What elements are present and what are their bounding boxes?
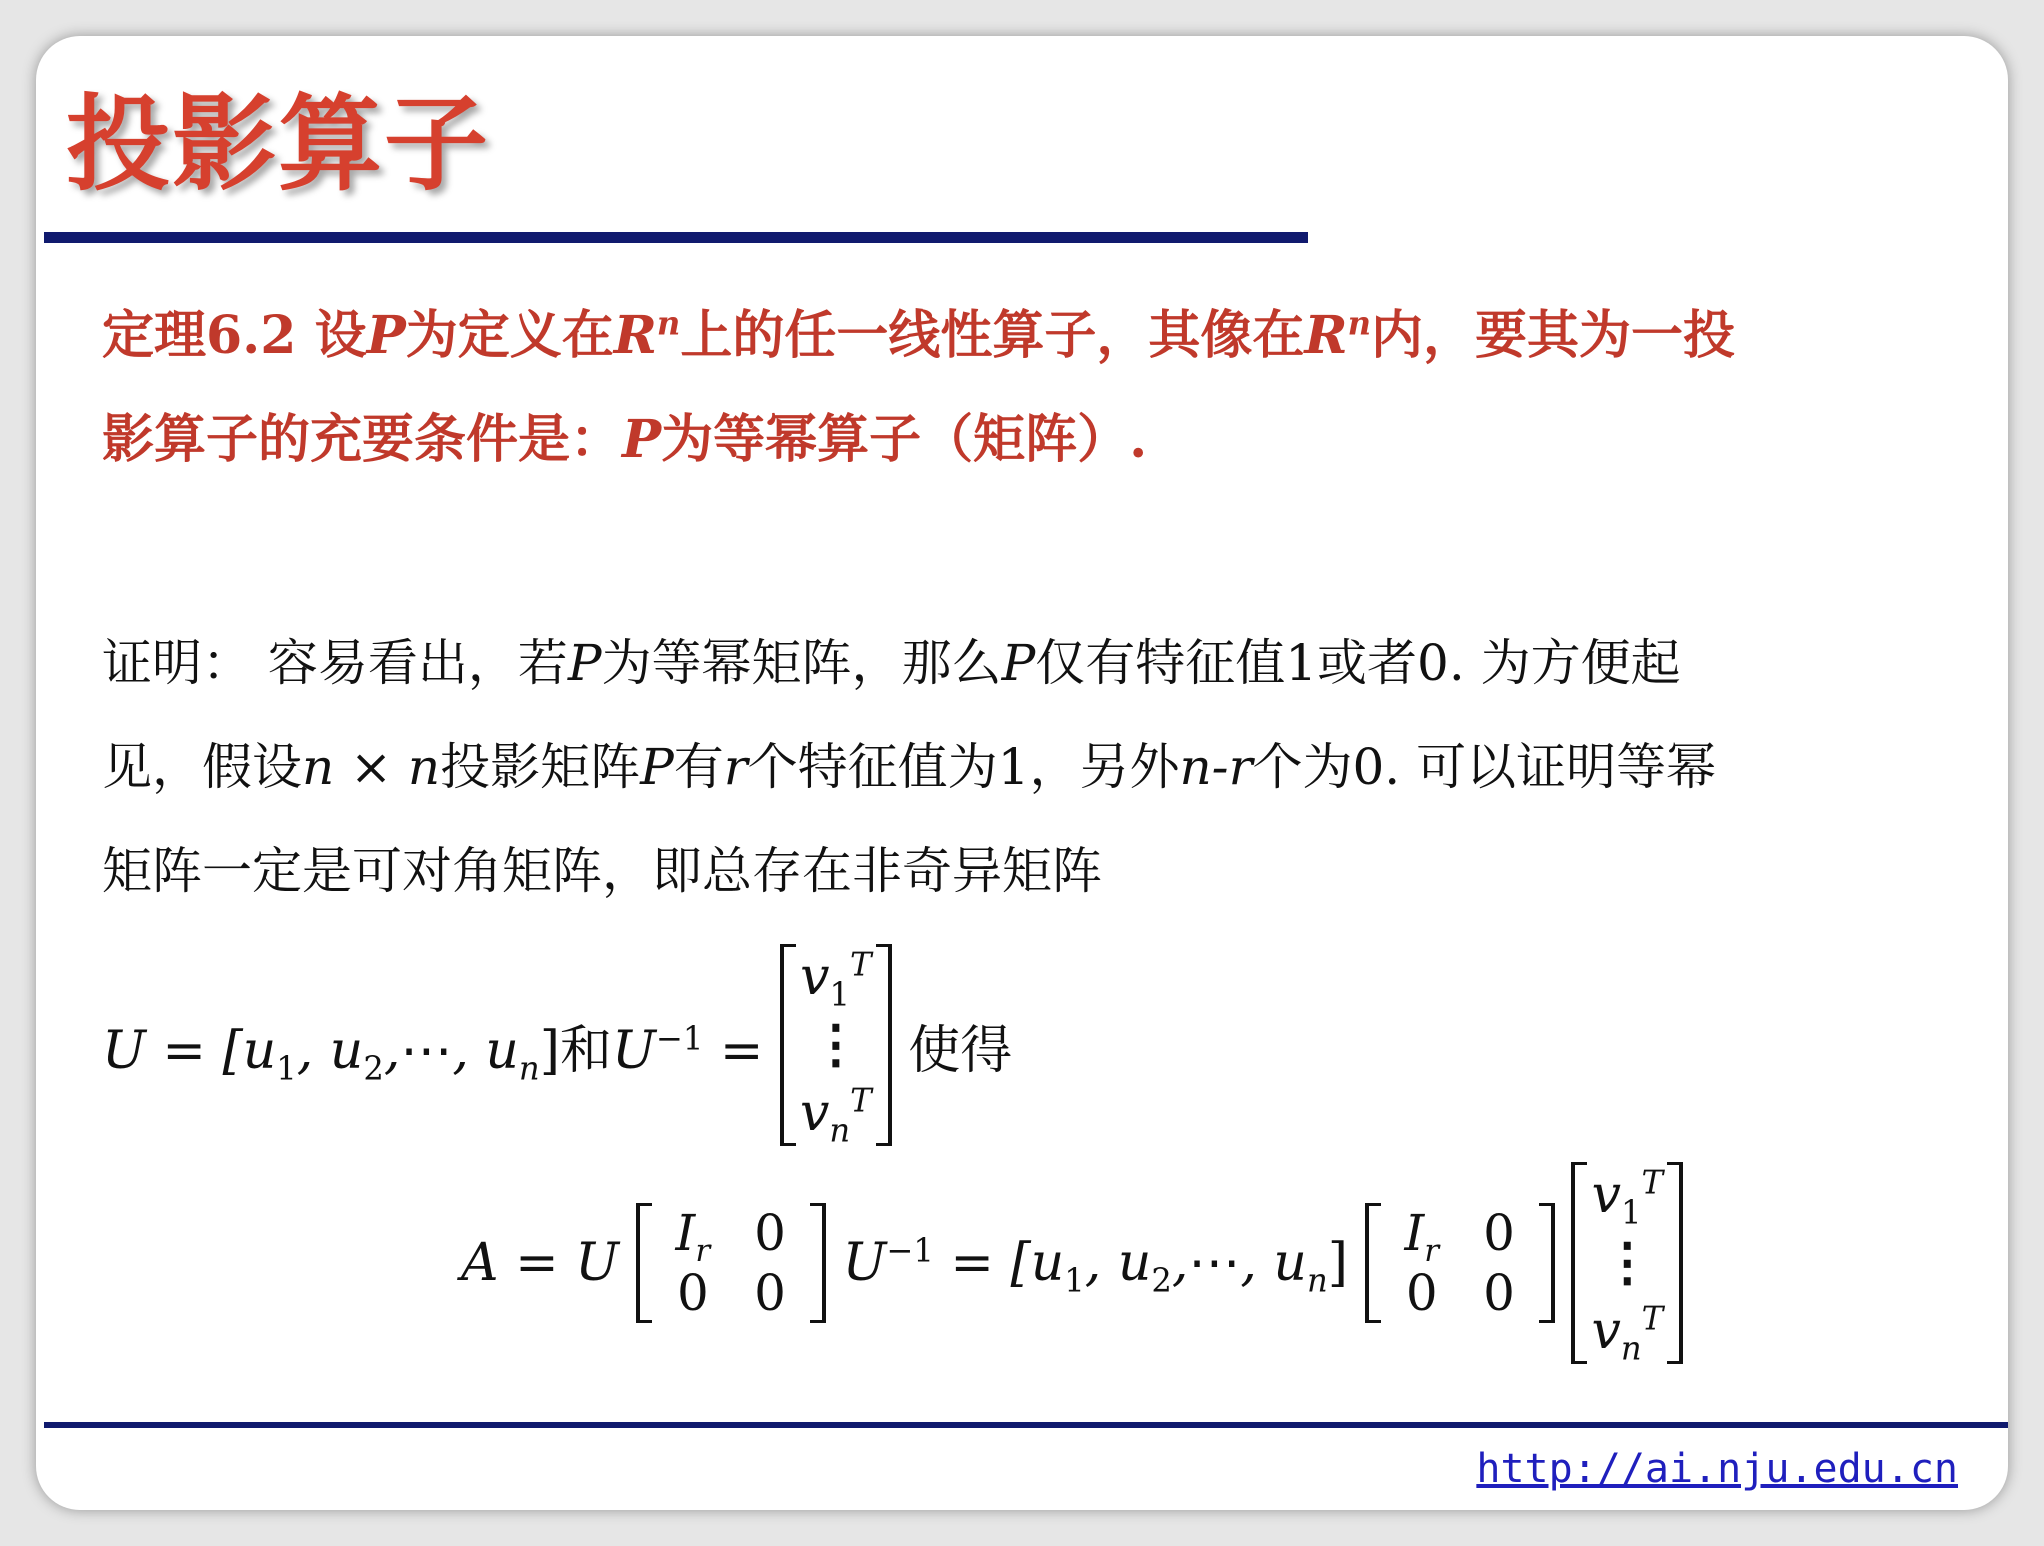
subscript: n (518, 1048, 540, 1087)
theorem-text: 为定义在 (405, 305, 614, 366)
symbol-p: P (567, 634, 602, 692)
matrix-cell: 0 (754, 1264, 786, 1322)
subscript: n (829, 1111, 851, 1150)
eq2-lhs: A = U (461, 1233, 620, 1293)
theorem-text: 上的任一线性算子，其像在 (680, 305, 1305, 366)
proof-text: 证明： 容易看出，若 (102, 634, 568, 692)
vector-cell: $v_1^T$ (800, 945, 872, 1014)
equals: = (703, 1020, 764, 1081)
eq1-suffix: 使得 (908, 1020, 1013, 1081)
symbol-n-minus-r: n-r (1179, 738, 1253, 796)
superscript: −1 (655, 1019, 704, 1058)
and-text: 和 (559, 1020, 612, 1081)
row-vector-matrix (1571, 1162, 1683, 1368)
matrix-cell: 0 (1483, 1204, 1515, 1262)
subscript: 2 (1151, 1261, 1172, 1300)
bracket-close: ] (539, 1020, 560, 1081)
matrix-cell: 0 (754, 1204, 786, 1262)
proof-block (102, 611, 1972, 923)
symbol-n: n (656, 304, 681, 343)
proof-text: 见，假设 (102, 738, 302, 796)
proof-line-2 (102, 715, 1972, 819)
matrix-cell: $I_r$ (1404, 1204, 1440, 1269)
row-vector-matrix (780, 944, 892, 1150)
theorem-text: 设 (296, 305, 367, 366)
symbol-r-lower: r (723, 738, 748, 796)
slide-title: 投影算子 (66, 83, 491, 205)
superscript: T (850, 1081, 872, 1120)
dots: ⋯ (1188, 1233, 1241, 1293)
subscript: 1 (829, 975, 851, 1014)
vector-cell: $v_1^T$ (1591, 1163, 1664, 1232)
footer-divider (44, 1422, 2008, 1428)
matrix-cell: $I_r$ (675, 1204, 711, 1269)
proof-text: 有 (673, 738, 724, 796)
theorem-line-1 (102, 284, 1972, 388)
matrix-cell: 0 (1405, 1264, 1438, 1322)
symbol-n: n (302, 738, 335, 796)
symbol-n: n (407, 738, 441, 796)
symbol-p: P (640, 738, 674, 796)
vertical-dots: ⋮ (1601, 1232, 1654, 1293)
symbol-n: n (1347, 304, 1372, 343)
times-symbol: × (334, 738, 408, 796)
vector-cell: $v_n^T$ (1591, 1299, 1664, 1368)
equation-u-definition (102, 944, 1013, 1150)
theorem-text: 影算子的充要条件是： (102, 409, 623, 470)
block-matrix-table (1383, 1203, 1537, 1323)
eq1-lhs-text: U = [u (102, 1020, 277, 1081)
u-inverse: U (842, 1233, 887, 1293)
subscript: n (1620, 1329, 1642, 1368)
proof-text: 为等幂矩阵，那么 (601, 634, 1002, 692)
block-matrix (1365, 1203, 1555, 1323)
proof-text: 个为0. 可以证明等幂 (1252, 738, 1717, 796)
theorem-text: 内，要其为一投 (1371, 305, 1736, 366)
vertical-dots: ⋮ (809, 1014, 862, 1075)
subscript: 2 (363, 1048, 384, 1087)
symbol-r: R (1304, 305, 1348, 366)
vector-cell: $v_n^T$ (800, 1081, 872, 1150)
proof-text: 投影矩阵 (440, 738, 641, 796)
slide (36, 36, 2008, 1510)
footer-url-link[interactable]: http://ai.nju.edu.cn (1476, 1446, 1958, 1492)
subscript: 1 (1620, 1193, 1642, 1232)
symbol-r: R (613, 305, 657, 366)
subscript: 1 (1064, 1261, 1085, 1300)
proof-text: 仅有特征值1或者0. 为方便起 (1035, 634, 1681, 692)
symbol-p: P (366, 305, 406, 366)
block-matrix-table (654, 1203, 808, 1323)
dots: ⋯ (400, 1020, 453, 1081)
symbol-p: P (1001, 634, 1036, 692)
eq1-lhs: $U = [u_1$, $u_2,\cdots$, $u_n$]和$U^{-1}$ = (102, 1019, 764, 1087)
theorem-line-2 (102, 388, 1972, 492)
eq2-mid-text: = [u (933, 1233, 1065, 1293)
matrix-cell: 0 (676, 1264, 709, 1322)
u-inverse: U (612, 1020, 656, 1081)
theorem-block (102, 284, 1972, 492)
superscript: T (1641, 1299, 1664, 1338)
proof-line-3: 矩阵一定是可对角矩阵，即总存在非奇异矩阵 (102, 842, 1102, 900)
theorem-label: 定理6.2 (102, 305, 297, 366)
theorem-text: 为等幂算子（矩阵）. (661, 409, 1148, 470)
bracket-close: ] (1327, 1233, 1348, 1293)
equation-a-decomposition (461, 1162, 1683, 1368)
title-divider (44, 232, 1308, 243)
matrix-cell: 0 (1483, 1264, 1515, 1322)
proof-text: 个特征值为1，另外 (747, 738, 1180, 796)
subscript: 1 (276, 1048, 297, 1087)
symbol-p: P (622, 409, 662, 470)
superscript: T (850, 945, 872, 984)
proof-line-1 (102, 611, 1972, 715)
superscript: T (1641, 1163, 1664, 1202)
eq2-middle: $U^{-1} = [u_1$, $u_2,\cdots$, $u_n$] (842, 1231, 1348, 1300)
subscript: n (1306, 1261, 1328, 1300)
superscript: −1 (886, 1231, 934, 1270)
block-matrix (636, 1203, 826, 1323)
